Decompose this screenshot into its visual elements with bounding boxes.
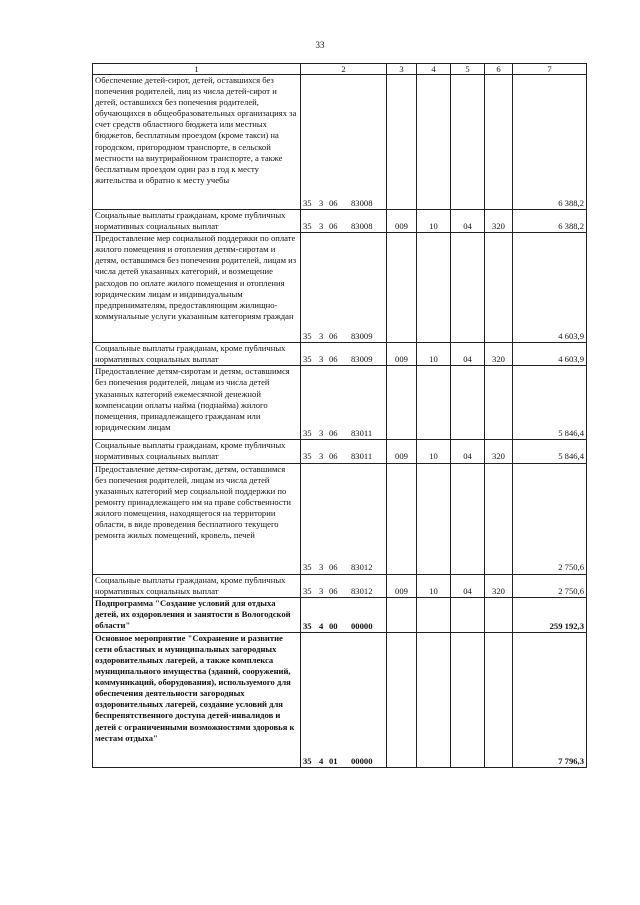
row-subsection: [451, 597, 485, 632]
code-measure: 06: [329, 562, 338, 573]
row-expense-type: [485, 233, 513, 343]
row-code: [301, 75, 387, 210]
row-section: [417, 75, 451, 210]
code-direction: 83011: [351, 451, 373, 462]
row-ministry: [387, 75, 417, 210]
row-expense-type: [485, 632, 513, 767]
row-section: [417, 366, 451, 440]
row-code: [301, 440, 387, 463]
row-expense-type: [485, 75, 513, 210]
code-measure: 06: [329, 197, 338, 208]
row-subsection: [451, 75, 485, 210]
header-col-1: 1: [93, 64, 301, 75]
row-code: [301, 210, 387, 233]
row-subsection: [451, 463, 485, 574]
row-ministry: [387, 632, 417, 767]
table-header-row: [93, 64, 587, 75]
code-program: 35: [303, 620, 312, 631]
row-section: 10: [417, 210, 451, 233]
code-measure: 06: [329, 585, 338, 596]
code-subprogram: 3: [319, 331, 324, 342]
row-amount: 4 603,9: [513, 343, 587, 366]
code-program: 35: [303, 562, 312, 573]
row-subsection: [451, 632, 485, 767]
code-measure: 06: [329, 354, 338, 365]
code-measure: 06: [329, 331, 338, 342]
row-name: Подпрограмма "Создание условий для отдыха детей, их оздоровления и занятости в Вологодской области": [93, 597, 301, 632]
row-expense-type: 320: [485, 440, 513, 463]
row-section: 10: [417, 574, 451, 597]
row-expense-type: 320: [485, 343, 513, 366]
row-code: [301, 597, 387, 632]
row-amount: 259 192,3: [513, 597, 587, 632]
row-name: Обеспечение детей-сирот, детей, оставшихся без попечения родителей, лиц из числа детей-сирот и детей, оставшихся без попечения родителей, обучающихся в общеобразовательных организациях за счет средств областного бюджета или местных бюджетов, бесплатным проездом (кроме такси) на городском, пригородном транспорте, в сельской местности на внутрирайонном транспорте, а также бесплатным проездом один раз в год к месту жительства и обратно к месту учебы: [93, 75, 301, 210]
row-subsection: 04: [451, 343, 485, 366]
table-row: [93, 343, 587, 366]
code-measure: 01: [329, 755, 338, 766]
row-amount: 4 603,9: [513, 233, 587, 343]
code-subprogram: 3: [319, 197, 324, 208]
code-subprogram: 4: [319, 755, 324, 766]
code-direction: 83008: [351, 221, 373, 232]
row-code: [301, 233, 387, 343]
row-code: [301, 366, 387, 440]
row-section: [417, 597, 451, 632]
row-ministry: 009: [387, 210, 417, 233]
code-subprogram: 4: [319, 620, 324, 631]
header-col-7: 7: [513, 64, 587, 75]
row-code: [301, 343, 387, 366]
row-amount: 5 846,4: [513, 440, 587, 463]
code-measure: 06: [329, 221, 338, 232]
code-subprogram: 3: [319, 451, 324, 462]
code-measure: 06: [329, 428, 338, 439]
row-section: 10: [417, 440, 451, 463]
row-subsection: [451, 233, 485, 343]
row-amount: 5 846,4: [513, 366, 587, 440]
header-col-6: 6: [485, 64, 513, 75]
row-subsection: [451, 366, 485, 440]
row-name: Социальные выплаты гражданам, кроме публичных нормативных социальных выплат: [93, 343, 301, 366]
row-ministry: [387, 597, 417, 632]
code-program: 35: [303, 585, 312, 596]
code-program: 35: [303, 197, 312, 208]
row-expense-type: 320: [485, 210, 513, 233]
row-expense-type: [485, 597, 513, 632]
code-direction: 83008: [351, 197, 373, 208]
row-amount: 6 388,2: [513, 75, 587, 210]
row-ministry: 009: [387, 440, 417, 463]
row-name: Основное мероприятие "Сохранение и развитие сети областных и муниципальных загородных оздоровительных лагерей, а также комплекса муниципального имущества (зданий, сооружений, коммуникаций, оборудования), используемого для обеспечения деятельности загородных оздоровительных лагерей, создание условий для беспрепятственного доступа детей-инвалидов и детей с ограниченными возможностями здоровья к местам отдыха": [93, 632, 301, 767]
budget-table: [92, 63, 587, 768]
row-ministry: 009: [387, 574, 417, 597]
code-program: 35: [303, 331, 312, 342]
code-subprogram: 3: [319, 221, 324, 232]
row-name: Предоставление детям-сиротам и детям, оставшимся без попечения родителей, лицам из числа детей указанных категорий ежемесячной денежной компенсации оплаты найма (поднайма) жилого помещения, принадлежащего гражданам или юридическим лицам: [93, 366, 301, 440]
header-col-4: 4: [417, 64, 451, 75]
row-name: Предоставление детям-сиротам, детям, оставшимся без попечения родителей, лицам из числа детей указанных категорий мер социальной поддержки по ремонту принадлежащего им на праве собственности жилого помещения, находящегося на территории области, в виде проведения бесплатного текущего ремонта жилых помещений, кровель, печей: [93, 463, 301, 574]
code-program: 35: [303, 451, 312, 462]
table-row: [93, 233, 587, 343]
row-expense-type: [485, 366, 513, 440]
row-name: Социальные выплаты гражданам, кроме публичных нормативных социальных выплат: [93, 574, 301, 597]
code-measure: 06: [329, 451, 338, 462]
row-section: [417, 233, 451, 343]
table-row: [93, 574, 587, 597]
table-row: [93, 366, 587, 440]
row-amount: 6 388,2: [513, 210, 587, 233]
row-section: [417, 463, 451, 574]
code-subprogram: 3: [319, 354, 324, 365]
row-ministry: [387, 366, 417, 440]
code-direction: 83009: [351, 354, 373, 365]
row-ministry: [387, 233, 417, 343]
code-program: 35: [303, 354, 312, 365]
row-ministry: [387, 463, 417, 574]
row-name: Социальные выплаты гражданам, кроме публичных нормативных социальных выплат: [93, 440, 301, 463]
row-subsection: 04: [451, 210, 485, 233]
header-col-2: 2: [301, 64, 387, 75]
row-ministry: 009: [387, 343, 417, 366]
code-program: 35: [303, 755, 312, 766]
row-code: [301, 574, 387, 597]
row-section: 10: [417, 343, 451, 366]
row-code: [301, 463, 387, 574]
code-direction: 00000: [351, 755, 373, 766]
header-col-5: 5: [451, 64, 485, 75]
row-subsection: 04: [451, 574, 485, 597]
table-row-subprogram: [93, 597, 587, 632]
code-direction: 83012: [351, 562, 373, 573]
table-row: [93, 75, 587, 210]
row-expense-type: 320: [485, 574, 513, 597]
row-subsection: 04: [451, 440, 485, 463]
code-direction: 83012: [351, 585, 373, 596]
row-name: Предоставление мер социальной поддержки по оплате жилого помещения и отопления детям-сиротам и детям, оставшимся без попечения родителей, лицам из числа детей указанных категорий, и возмещение расходов по оплате жилого помещения и отопления юридическим лицам и индивидуальным предпринимателям, предоставляющим жилищно-коммунальные услуги указанным категориям граждан: [93, 233, 301, 343]
page-number: 33: [315, 40, 325, 50]
header-col-3: 3: [387, 64, 417, 75]
row-code: [301, 632, 387, 767]
row-amount: 7 796,3: [513, 632, 587, 767]
table-row: [93, 210, 587, 233]
table-row-main-measure: [93, 632, 587, 767]
code-direction: 83009: [351, 331, 373, 342]
code-subprogram: 3: [319, 428, 324, 439]
code-program: 35: [303, 428, 312, 439]
row-amount: 2 750,6: [513, 463, 587, 574]
code-subprogram: 3: [319, 585, 324, 596]
row-name: Социальные выплаты гражданам, кроме публичных нормативных социальных выплат: [93, 210, 301, 233]
code-direction: 83011: [351, 428, 373, 439]
code-subprogram: 3: [319, 562, 324, 573]
row-section: [417, 632, 451, 767]
table-row: [93, 463, 587, 574]
row-expense-type: [485, 463, 513, 574]
table-row: [93, 440, 587, 463]
row-amount: 2 750,6: [513, 574, 587, 597]
code-measure: 00: [329, 620, 338, 631]
code-direction: 00000: [351, 620, 373, 631]
code-program: 35: [303, 221, 312, 232]
